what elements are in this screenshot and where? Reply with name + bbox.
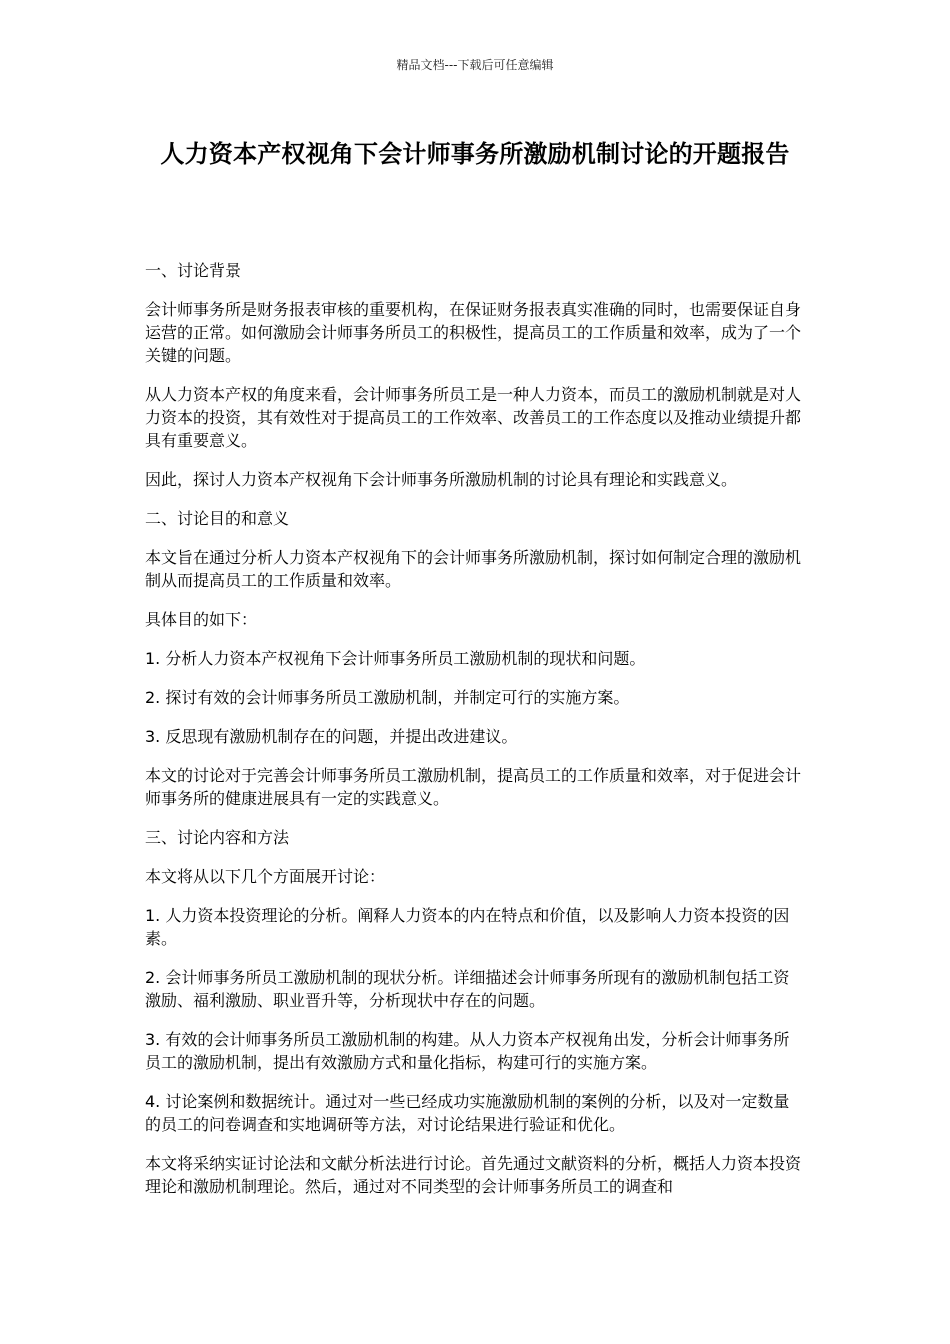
paragraph: 从人力资本产权的角度来看，会计师事务所员工是一种人力资本，而员工的激励机制就是对人力资本的投资，其有效性对于提高员工的工作效率、改善员工的工作态度以及推动业绩提升都具有重要意义。 [145, 385, 802, 450]
document-title: 人力资本产权视角下会计师事务所激励机制讨论的开题报告 [160, 140, 790, 168]
document-body [145, 259, 805, 1214]
paragraph: 本文将从以下几个方面展开讨论： [145, 867, 386, 886]
section-heading: 二、讨论目的和意义 [145, 509, 290, 528]
paragraph: 因此，探讨人力资本产权视角下会计师事务所激励机制的讨论具有理论和实践意义。 [145, 470, 738, 489]
paragraph: 具体目的如下： [145, 610, 258, 629]
list-item: 3. 有效的会计师事务所员工激励机制的构建。从人力资本产权视角出发，分析会计师事务所员工的激励机制，提出有效激励方式和量化指标，构建可行的实施方案。 [145, 1030, 790, 1072]
section-heading: 三、讨论内容和方法 [145, 828, 290, 847]
list-item: 1. 人力资本投资理论的分析。阐释人力资本的内在特点和价值，以及影响人力资本投资的因素。 [145, 906, 790, 948]
paragraph: 本文的讨论对于完善会计师事务所员工激励机制，提高员工的工作质量和效率，对于促进会计师事务所的健康进展具有一定的实践意义。 [145, 766, 802, 808]
list-item: 1. 分析人力资本产权视角下会计师事务所员工激励机制的现状和问题。 [145, 649, 646, 668]
list-item: 3. 反思现有激励机制存在的问题，并提出改进建议。 [145, 727, 518, 746]
paragraph: 本文将采纳实证讨论法和文献分析法进行讨论。首先通过文献资料的分析，概括人力资本投资理论和激励机制理论。然后，通过对不同类型的会计师事务所员工的调查和 [145, 1154, 802, 1196]
list-item: 4. 讨论案例和数据统计。通过对一些已经成功实施激励机制的案例的分析，以及对一定数量的员工的问卷调查和实地调研等方法，对讨论结果进行验证和优化。 [145, 1092, 790, 1134]
section-heading: 一、讨论背景 [145, 261, 242, 280]
list-item: 2. 会计师事务所员工激励机制的现状分析。详细描述会计师事务所现有的激励机制包括工资激励、福利激励、职业晋升等，分析现状中存在的问题。 [145, 968, 790, 1010]
paragraph: 会计师事务所是财务报表审核的重要机构，在保证财务报表真实准确的同时，也需要保证自身运营的正常。如何激励会计师事务所员工的积极性，提高员工的工作质量和效率，成为了一个关键的问题。 [145, 300, 802, 365]
list-item: 2. 探讨有效的会计师事务所员工激励机制，并制定可行的实施方案。 [145, 688, 630, 707]
page-header-note: 精品文档---下载后可任意编辑 [396, 58, 554, 72]
paragraph: 本文旨在通过分析人力资本产权视角下的会计师事务所激励机制，探讨如何制定合理的激励机制从而提高员工的工作质量和效率。 [145, 548, 802, 590]
